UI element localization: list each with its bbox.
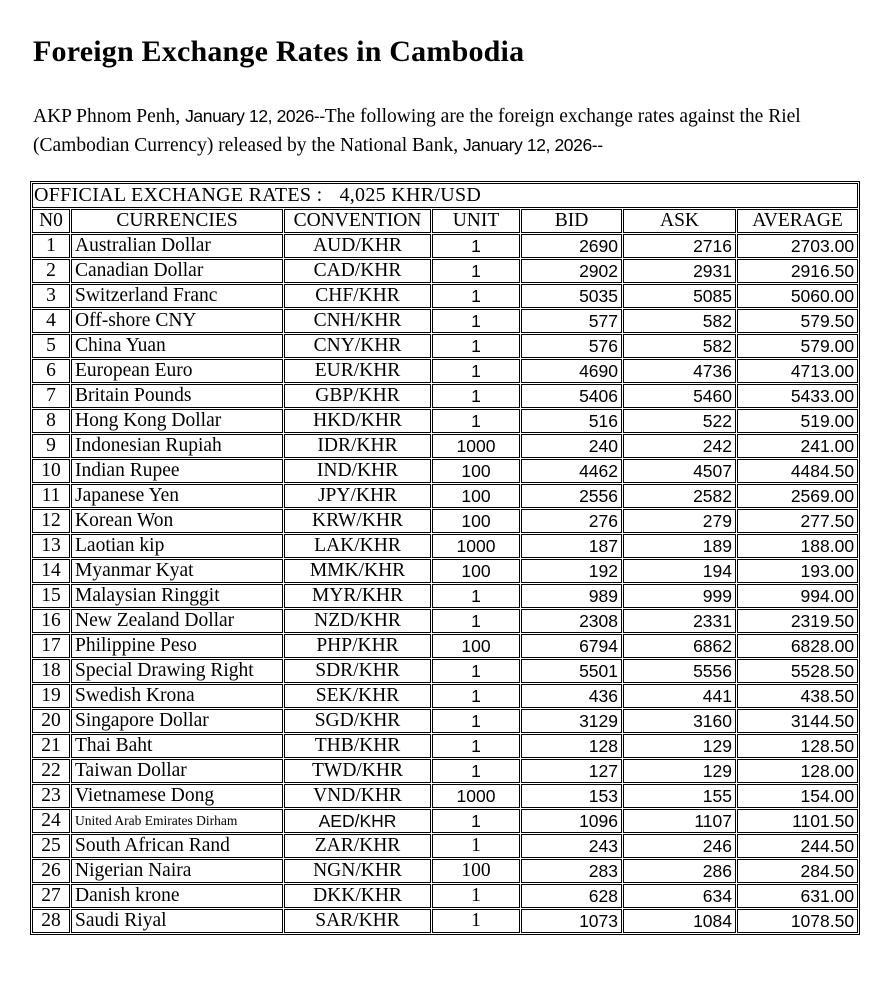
table-row	[32, 584, 858, 608]
table-row	[32, 709, 858, 733]
cell-unit: 1	[432, 659, 520, 683]
intro-date-1: January 12, 2026--	[185, 106, 325, 126]
cell-convention: CNY/KHR	[284, 334, 431, 358]
cell-average: 4484.50	[737, 459, 858, 483]
cell-convention: GBP/KHR	[284, 384, 431, 408]
cell-convention: EUR/KHR	[284, 359, 431, 383]
cell-convention: SDR/KHR	[284, 659, 431, 683]
cell-unit: 1000	[432, 534, 520, 558]
cell-bid: 127	[521, 759, 622, 783]
cell-average: 284.50	[737, 859, 858, 883]
cell-unit: 1	[432, 384, 520, 408]
cell-no: 5	[32, 334, 70, 358]
cell-unit: 1	[432, 884, 520, 908]
official-rate-value: 4,025 KHR/USD	[339, 184, 482, 206]
cell-currency: Philippine Peso	[71, 634, 283, 658]
cell-currency: Myanmar Kyat	[71, 559, 283, 583]
cell-bid: 4690	[521, 359, 622, 383]
cell-currency: Britain Pounds	[71, 384, 283, 408]
cell-no: 15	[32, 584, 70, 608]
cell-convention: NZD/KHR	[284, 609, 431, 633]
cell-currency: Off-shore CNY	[71, 309, 283, 333]
cell-no: 8	[32, 409, 70, 433]
cell-currency: Indian Rupee	[71, 459, 283, 483]
cell-convention: THB/KHR	[284, 734, 431, 758]
cell-bid: 989	[521, 584, 622, 608]
cell-convention: IDR/KHR	[284, 434, 431, 458]
page-title: Foreign Exchange Rates in Cambodia	[33, 35, 525, 68]
cell-average: 5528.50	[737, 659, 858, 683]
cell-no: 13	[32, 534, 70, 558]
cell-currency: Laotian kip	[71, 534, 283, 558]
cell-average: 241.00	[737, 434, 858, 458]
cell-convention: MMK/KHR	[284, 559, 431, 583]
table-row	[32, 609, 858, 633]
cell-currency: New Zealand Dollar	[71, 609, 283, 633]
cell-average: 519.00	[737, 409, 858, 433]
cell-convention: TWD/KHR	[284, 759, 431, 783]
cell-ask: 2716	[623, 234, 736, 258]
cell-average: 193.00	[737, 559, 858, 583]
cell-convention: CAD/KHR	[284, 259, 431, 283]
cell-convention: LAK/KHR	[284, 534, 431, 558]
table-row	[32, 359, 858, 383]
cell-no: 22	[32, 759, 70, 783]
table-row	[32, 334, 858, 358]
cell-average: 994.00	[737, 584, 858, 608]
cell-ask: 582	[623, 309, 736, 333]
cell-unit: 1	[432, 709, 520, 733]
official-rate-cell	[32, 183, 858, 208]
cell-average: 244.50	[737, 834, 858, 858]
cell-ask: 129	[623, 734, 736, 758]
cell-convention: SAR/KHR	[284, 909, 431, 933]
cell-unit: 1	[432, 234, 520, 258]
cell-no: 28	[32, 909, 70, 933]
cell-currency: South African Rand	[71, 834, 283, 858]
cell-ask: 129	[623, 759, 736, 783]
cell-no: 12	[32, 509, 70, 533]
table-row	[32, 884, 858, 908]
cell-average: 438.50	[737, 684, 858, 708]
cell-bid: 628	[521, 884, 622, 908]
table-header-row	[32, 209, 858, 233]
column-header-convention: CONVENTION	[284, 209, 431, 233]
cell-bid: 2690	[521, 234, 622, 258]
intro-date-2: January 12, 2026--	[462, 135, 603, 155]
cell-unit: 1	[432, 734, 520, 758]
cell-unit: 1	[432, 684, 520, 708]
cell-average: 3144.50	[737, 709, 858, 733]
table-row	[32, 309, 858, 333]
cell-currency: Taiwan Dollar	[71, 759, 283, 783]
cell-average: 2569.00	[737, 484, 858, 508]
cell-no: 3	[32, 284, 70, 308]
cell-bid: 276	[521, 509, 622, 533]
intro-text-prefix: AKP Phnom Penh,	[33, 106, 186, 127]
cell-currency: Special Drawing Right	[71, 659, 283, 683]
cell-ask: 2931	[623, 259, 736, 283]
cell-no: 21	[32, 734, 70, 758]
official-rate-row	[32, 183, 858, 208]
table-row	[32, 809, 858, 833]
cell-convention: HKD/KHR	[284, 409, 431, 433]
cell-ask: 5556	[623, 659, 736, 683]
cell-unit: 1000	[432, 434, 520, 458]
cell-convention: SEK/KHR	[284, 684, 431, 708]
cell-ask: 4507	[623, 459, 736, 483]
cell-ask: 194	[623, 559, 736, 583]
cell-bid: 128	[521, 734, 622, 758]
cell-no: 23	[32, 784, 70, 808]
cell-currency: Malaysian Ringgit	[71, 584, 283, 608]
cell-ask: 4736	[623, 359, 736, 383]
cell-no: 18	[32, 659, 70, 683]
cell-ask: 2582	[623, 484, 736, 508]
cell-average: 1078.50	[737, 909, 858, 933]
cell-currency: European Euro	[71, 359, 283, 383]
cell-currency: Hong Kong Dollar	[71, 409, 283, 433]
cell-no: 4	[32, 309, 70, 333]
cell-unit: 1000	[432, 784, 520, 808]
cell-bid: 283	[521, 859, 622, 883]
cell-bid: 516	[521, 409, 622, 433]
cell-currency: China Yuan	[71, 334, 283, 358]
cell-unit: 100	[432, 484, 520, 508]
table-row	[32, 284, 858, 308]
cell-ask: 6862	[623, 634, 736, 658]
cell-unit: 100	[432, 859, 520, 883]
cell-ask: 286	[623, 859, 736, 883]
cell-average: 631.00	[737, 884, 858, 908]
cell-average: 1101.50	[737, 809, 858, 833]
cell-unit: 1	[432, 309, 520, 333]
cell-ask: 189	[623, 534, 736, 558]
cell-currency: Korean Won	[71, 509, 283, 533]
cell-convention: VND/KHR	[284, 784, 431, 808]
cell-no: 7	[32, 384, 70, 408]
column-header-no: N0	[32, 209, 70, 233]
cell-convention: CHF/KHR	[284, 284, 431, 308]
table-row	[32, 484, 858, 508]
cell-convention: SGD/KHR	[284, 709, 431, 733]
cell-bid: 1096	[521, 809, 622, 833]
cell-bid: 577	[521, 309, 622, 333]
cell-ask: 279	[623, 509, 736, 533]
cell-bid: 187	[521, 534, 622, 558]
exchange-rates-table	[30, 181, 860, 935]
official-rate-label: OFFICIAL EXCHANGE RATES :	[34, 184, 323, 206]
cell-bid: 153	[521, 784, 622, 808]
cell-unit: 1	[432, 359, 520, 383]
table-row	[32, 559, 858, 583]
cell-no: 24	[32, 809, 70, 833]
cell-bid: 192	[521, 559, 622, 583]
table-row	[32, 509, 858, 533]
cell-bid: 4462	[521, 459, 622, 483]
cell-average: 4713.00	[737, 359, 858, 383]
cell-convention: DKK/KHR	[284, 884, 431, 908]
cell-ask: 522	[623, 409, 736, 433]
cell-convention: JPY/KHR	[284, 484, 431, 508]
cell-convention: IND/KHR	[284, 459, 431, 483]
cell-ask: 2331	[623, 609, 736, 633]
cell-unit: 1	[432, 759, 520, 783]
cell-bid: 5035	[521, 284, 622, 308]
cell-currency: Japanese Yen	[71, 484, 283, 508]
cell-bid: 1073	[521, 909, 622, 933]
cell-average: 2916.50	[737, 259, 858, 283]
cell-ask: 246	[623, 834, 736, 858]
table-row	[32, 759, 858, 783]
cell-no: 17	[32, 634, 70, 658]
table-row	[32, 409, 858, 433]
cell-bid: 2308	[521, 609, 622, 633]
cell-bid: 436	[521, 684, 622, 708]
column-header-bid: BID	[521, 209, 622, 233]
cell-currency: Saudi Riyal	[71, 909, 283, 933]
cell-ask: 155	[623, 784, 736, 808]
cell-bid: 2902	[521, 259, 622, 283]
cell-average: 6828.00	[737, 634, 858, 658]
cell-average: 5060.00	[737, 284, 858, 308]
table-row	[32, 859, 858, 883]
cell-average: 188.00	[737, 534, 858, 558]
cell-convention: NGN/KHR	[284, 859, 431, 883]
table-row	[32, 734, 858, 758]
column-header-ask: ASK	[623, 209, 736, 233]
cell-unit: 1	[432, 809, 520, 833]
cell-ask: 242	[623, 434, 736, 458]
cell-bid: 6794	[521, 634, 622, 658]
table-row	[32, 834, 858, 858]
cell-unit: 1	[432, 259, 520, 283]
cell-ask: 3160	[623, 709, 736, 733]
cell-convention: MYR/KHR	[284, 584, 431, 608]
cell-average: 128.00	[737, 759, 858, 783]
cell-no: 27	[32, 884, 70, 908]
cell-unit: 100	[432, 559, 520, 583]
cell-average: 2319.50	[737, 609, 858, 633]
cell-ask: 5085	[623, 284, 736, 308]
table-row	[32, 459, 858, 483]
cell-currency: Danish krone	[71, 884, 283, 908]
cell-average: 579.00	[737, 334, 858, 358]
cell-no: 19	[32, 684, 70, 708]
table-row	[32, 784, 858, 808]
cell-currency: Canadian Dollar	[71, 259, 283, 283]
cell-no: 9	[32, 434, 70, 458]
cell-bid: 576	[521, 334, 622, 358]
cell-no: 14	[32, 559, 70, 583]
cell-bid: 243	[521, 834, 622, 858]
cell-bid: 3129	[521, 709, 622, 733]
cell-ask: 634	[623, 884, 736, 908]
cell-ask: 441	[623, 684, 736, 708]
cell-bid: 5501	[521, 659, 622, 683]
table-row	[32, 259, 858, 283]
table-row	[32, 659, 858, 683]
cell-currency: Singapore Dollar	[71, 709, 283, 733]
table-row	[32, 534, 858, 558]
cell-currency: Australian Dollar	[71, 234, 283, 258]
cell-unit: 1	[432, 834, 520, 858]
table-row	[32, 909, 858, 933]
cell-no: 20	[32, 709, 70, 733]
cell-no: 1	[32, 234, 70, 258]
cell-unit: 1	[432, 284, 520, 308]
cell-ask: 999	[623, 584, 736, 608]
cell-ask: 1107	[623, 809, 736, 833]
column-header-unit: UNIT	[432, 209, 520, 233]
cell-ask: 582	[623, 334, 736, 358]
cell-convention: PHP/KHR	[284, 634, 431, 658]
cell-no: 10	[32, 459, 70, 483]
cell-unit: 100	[432, 634, 520, 658]
cell-convention: AUD/KHR	[284, 234, 431, 258]
table-row	[32, 684, 858, 708]
intro-paragraph	[33, 102, 851, 160]
intro-text-middle: The following are the foreign exchange rates against the Riel (Cambodian Currency) released by the National Bank,	[33, 106, 801, 156]
cell-average: 154.00	[737, 784, 858, 808]
table-row	[32, 234, 858, 258]
cell-unit: 100	[432, 509, 520, 533]
cell-bid: 240	[521, 434, 622, 458]
cell-no: 26	[32, 859, 70, 883]
cell-bid: 5406	[521, 384, 622, 408]
cell-convention: KRW/KHR	[284, 509, 431, 533]
cell-unit: 1	[432, 409, 520, 433]
cell-unit: 1	[432, 909, 520, 933]
cell-currency: Swedish Krona	[71, 684, 283, 708]
table-row	[32, 384, 858, 408]
cell-average: 5433.00	[737, 384, 858, 408]
cell-currency: United Arab Emirates Dirham	[71, 809, 283, 833]
cell-unit: 1	[432, 584, 520, 608]
cell-currency: Thai Baht	[71, 734, 283, 758]
column-header-currencies: CURRENCIES	[71, 209, 283, 233]
cell-average: 579.50	[737, 309, 858, 333]
cell-unit: 1	[432, 334, 520, 358]
cell-unit: 100	[432, 459, 520, 483]
cell-no: 11	[32, 484, 70, 508]
cell-bid: 2556	[521, 484, 622, 508]
cell-convention: AED/KHR	[284, 809, 431, 833]
cell-currency: Indonesian Rupiah	[71, 434, 283, 458]
cell-ask: 1084	[623, 909, 736, 933]
cell-average: 128.50	[737, 734, 858, 758]
table-row	[32, 634, 858, 658]
cell-average: 277.50	[737, 509, 858, 533]
cell-no: 16	[32, 609, 70, 633]
cell-convention: ZAR/KHR	[284, 834, 431, 858]
cell-currency: Nigerian Naira	[71, 859, 283, 883]
cell-no: 25	[32, 834, 70, 858]
cell-no: 6	[32, 359, 70, 383]
cell-no: 2	[32, 259, 70, 283]
cell-ask: 5460	[623, 384, 736, 408]
column-header-average: AVERAGE	[737, 209, 858, 233]
cell-unit: 1	[432, 609, 520, 633]
table-row	[32, 434, 858, 458]
cell-average: 2703.00	[737, 234, 858, 258]
cell-convention: CNH/KHR	[284, 309, 431, 333]
cell-currency: Vietnamese Dong	[71, 784, 283, 808]
cell-currency: Switzerland Franc	[71, 284, 283, 308]
